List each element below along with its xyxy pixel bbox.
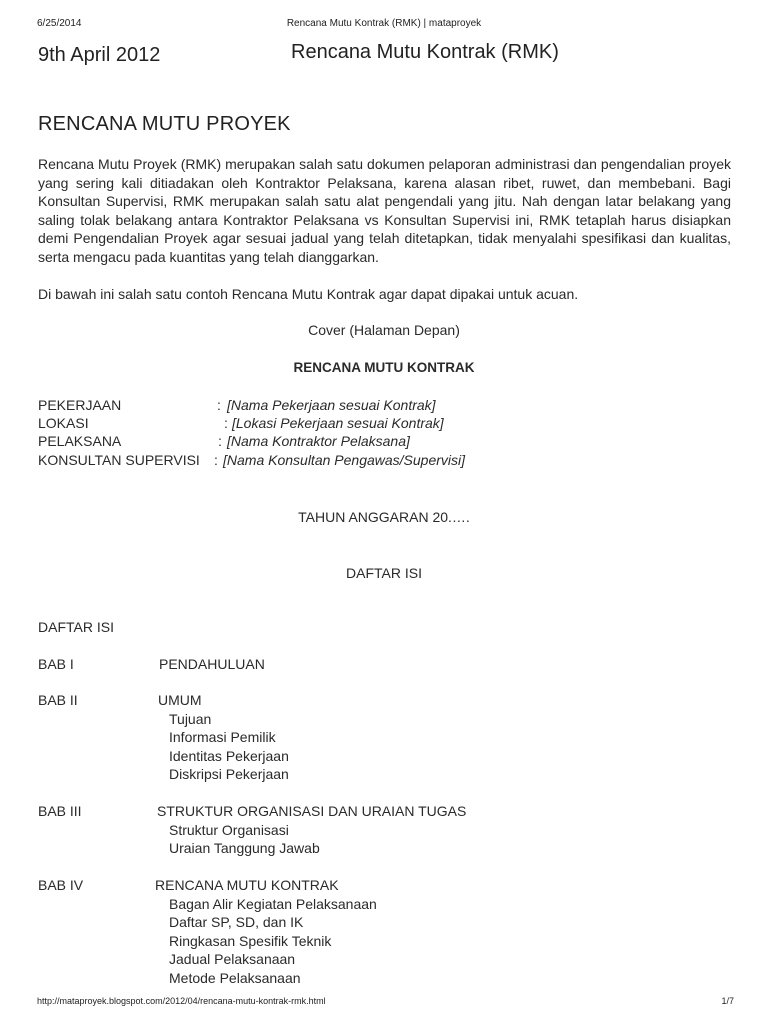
field-value: [Lokasi Pekerjaan sesuai Kontrak] — [232, 415, 444, 431]
toc-subitem: Uraian Tanggung Jawab — [169, 840, 320, 856]
toc-bab-title: UMUM — [158, 692, 202, 708]
toc-subitem: Metode Pelaksanaan — [169, 970, 301, 986]
daftar-isi-heading: DAFTAR ISI — [346, 565, 422, 581]
toc-subitem: Ringkasan Spesifik Teknik — [169, 933, 332, 949]
field-label: PELAKSANA — [38, 433, 122, 449]
print-date: 6/25/2014 — [37, 18, 82, 29]
field-value: [Nama Konsultan Pengawas/Supervisi] — [223, 452, 466, 468]
field-label: LOKASI — [38, 415, 89, 431]
post-date: 9th April 2012 — [38, 44, 161, 66]
toc-subitem: Identitas Pekerjaan — [169, 748, 289, 764]
field-value: [Nama Kontraktor Pelaksana] — [227, 433, 410, 449]
field-label: PEKERJAAN — [38, 397, 122, 413]
toc-bab-title: RENCANA MUTU KONTRAK — [155, 877, 339, 893]
field-value: [Nama Pekerjaan sesuai Kontrak] — [227, 397, 436, 413]
toc-subitem: Bagan Alir Kegiatan Pelaksanaan — [169, 896, 377, 912]
blog-title[interactable]: Rencana Mutu Kontrak (RMK) — [291, 41, 559, 63]
field-separator: : — [218, 433, 222, 449]
print-url[interactable]: http://mataproyek.blogspot.com/2012/04/rencana-mutu-kontrak-rmk.html — [37, 996, 326, 1006]
field-separator: : — [217, 397, 221, 413]
print-page-number: 1/7 — [721, 996, 734, 1006]
rmk-heading: RENCANA MUTU KONTRAK — [293, 360, 475, 375]
toc-subitem: Diskripsi Pekerjaan — [169, 766, 289, 782]
daftar-isi-label: DAFTAR ISI — [38, 619, 114, 635]
example-paragraph: Di bawah ini salah satu contoh Rencana Mutu Kontrak agar dapat dipakai untuk acuan. — [38, 286, 579, 302]
cover-caption: Cover (Halaman Depan) — [308, 322, 460, 338]
field-separator: : — [214, 452, 218, 468]
field-separator: : — [224, 415, 228, 431]
field-label: KONSULTAN SUPERVISI — [38, 452, 200, 468]
toc-subitem: Struktur Organisasi — [169, 822, 289, 838]
toc-bab-title: STRUKTUR ORGANISASI DAN URAIAN TUGAS — [157, 803, 467, 819]
toc-subitem: Informasi Pemilik — [169, 729, 276, 745]
toc-bab-number: BAB IV — [38, 877, 84, 893]
toc-subitem: Jadual Pelaksanaan — [169, 951, 296, 967]
print-page-title: Rencana Mutu Kontrak (RMK) | mataproyek — [286, 18, 482, 29]
toc-bab-number: BAB II — [38, 692, 78, 708]
toc-bab-title: PENDAHULUAN — [159, 656, 265, 672]
post-title: RENCANA MUTU PROYEK — [38, 113, 291, 135]
toc-bab-number: BAB I — [38, 656, 74, 672]
intro-paragraph: Rencana Mutu Proyek (RMK) merupakan salah satu dokumen pelaporan administrasi dan pengendalian proyek yang sering kali ditiadakan oleh Kontraktor Pelaksana, karena alasan ribet, ruwet, dan membebani. Bagi Konsultan Supervisi, RMK merupakan salah satu alat pengendali yang jitu. Nah dengan latar belakang yang saling tolak belakang antara Kontraktor Pelaksana vs Konsultan Supervisi ini, RMK tetaplah harus disiapkan demi Pengendalian Proyek agar sesuai jadual yang telah ditetapkan, tidak menyalahi spesifikasi dan kualitas, serta mengacu pada kuantitas yang telah dianggarkan. — [38, 156, 731, 265]
tahun-anggaran: TAHUN ANGGARAN 20.…. — [298, 509, 470, 525]
toc-bab-number: BAB III — [38, 803, 82, 819]
toc-subitem: Daftar SP, SD, dan IK — [169, 914, 304, 930]
toc-subitem: Tujuan — [169, 711, 212, 727]
